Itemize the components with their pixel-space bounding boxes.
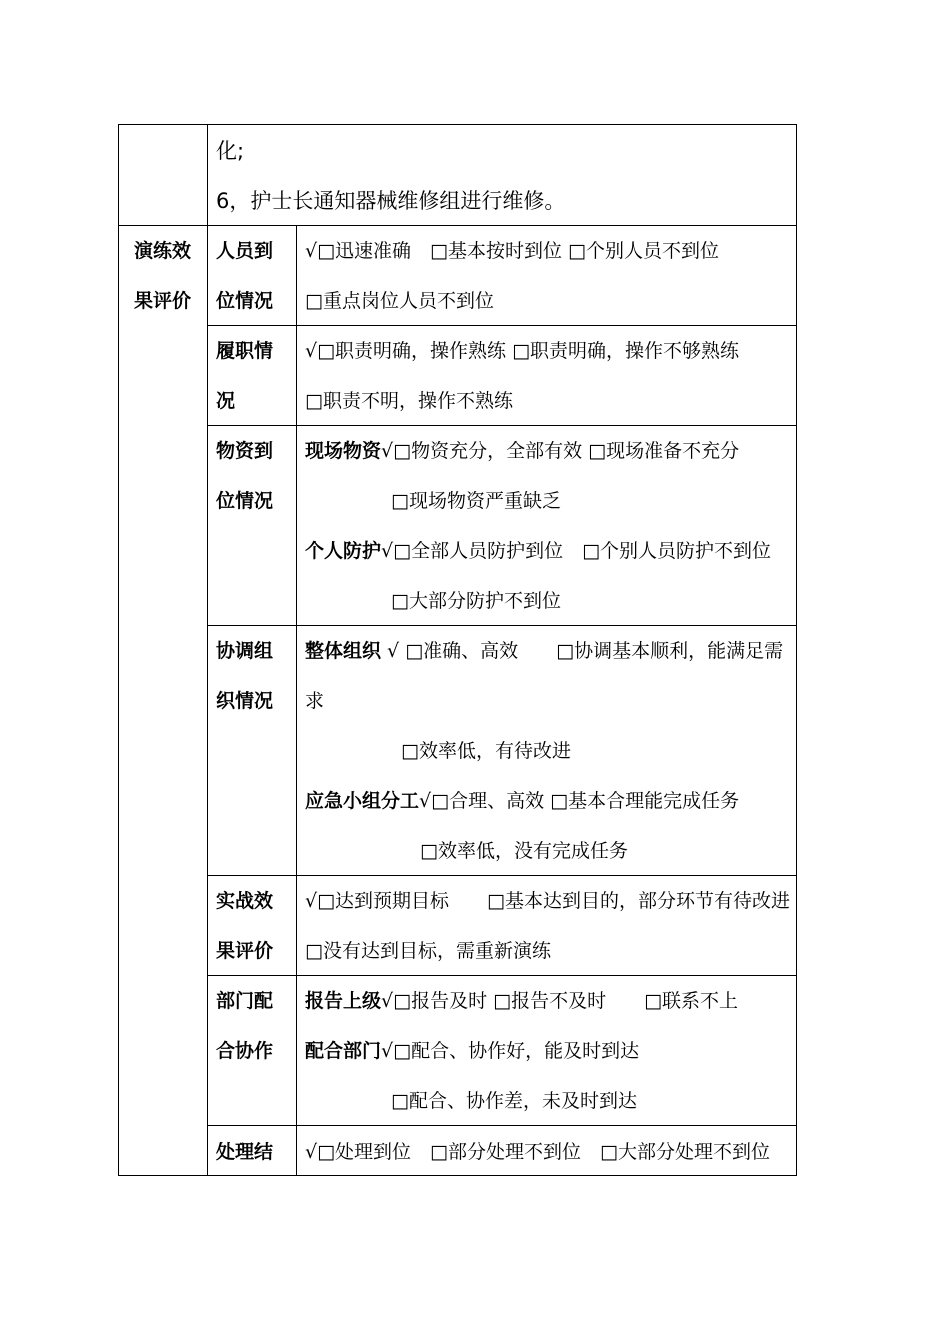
overall-organization-options: √ □准确、高效 □协调基本顺利，能满足需 [381, 640, 784, 662]
combat-options: √□达到预期目标 □基本达到目的，部分环节有待改进 [305, 890, 791, 912]
table-divider [207, 975, 796, 976]
section-label: 演练效 [134, 240, 192, 262]
row-label-handling: 处理结 [216, 1141, 274, 1163]
duty-options: □职责不明，操作不熟练 [305, 390, 513, 412]
continued-text-line: 化; [216, 139, 245, 163]
row-label-materials: 物资到 [216, 440, 274, 462]
overall-organization-options: 求 [305, 690, 325, 712]
table-divider [296, 225, 297, 1175]
report-superior-options: √□报告及时 □报告不及时 □联系不上 [381, 990, 739, 1012]
table-divider [207, 625, 796, 626]
row-label-department: 合协作 [216, 1040, 274, 1062]
personnel-options: √□迅速准确 □基本按时到位 □个别人员不到位 [305, 240, 720, 262]
overall-organization-label: 整体组织 [305, 640, 382, 662]
row-label-duty: 履职情 [216, 340, 274, 362]
duty-options: √□职责明确，操作熟练 □职责明确，操作不够熟练 [305, 340, 740, 362]
cooperating-dept-line [305, 1039, 639, 1063]
personal-protection-line [305, 539, 771, 563]
cooperating-dept-options: □配合、协作差，未及时到达 [391, 1090, 637, 1112]
row-label-personnel: 位情况 [216, 290, 274, 312]
personal-protection-options: √□全部人员防护到位 □个别人员防护不到位 [381, 540, 772, 562]
onsite-materials-options: □现场物资严重缺乏 [391, 490, 561, 512]
team-division-label: 应急小组分工 [305, 790, 420, 812]
onsite-materials-label: 现场物资 [305, 440, 382, 462]
onsite-materials-line [305, 439, 739, 463]
row-label-duty: 况 [216, 390, 236, 412]
onsite-materials-options: √□物资充分，全部有效 □现场准备不充分 [381, 440, 740, 462]
team-division-options: √□合理、高效 □基本合理能完成任务 [419, 790, 740, 812]
row-label-department: 部门配 [216, 990, 274, 1012]
row-label-materials: 位情况 [216, 490, 274, 512]
personnel-options: □重点岗位人员不到位 [305, 290, 494, 312]
continued-text-line: 6，护士长通知器械维修组进行维修。 [216, 189, 566, 213]
handling-options: √□处理到位 □部分处理不到位 □大部分处理不到位 [305, 1141, 770, 1163]
table-divider [207, 875, 796, 876]
table-divider [119, 225, 796, 226]
report-superior-label: 报告上级 [305, 990, 382, 1012]
cooperating-dept-options: √□配合、协作好，能及时到达 [381, 1040, 640, 1062]
team-division-options: □效率低，没有完成任务 [420, 840, 628, 862]
table-divider [207, 125, 208, 1175]
table-divider [207, 425, 796, 426]
personal-protection-options: □大部分防护不到位 [391, 590, 561, 612]
team-division-line [305, 789, 739, 813]
row-label-personnel: 人员到 [216, 240, 274, 262]
overall-organization-options: □效率低，有待改进 [401, 740, 571, 762]
combat-options: □没有达到目标，需重新演练 [305, 940, 551, 962]
section-label: 果评价 [134, 290, 192, 312]
table-divider [207, 1125, 796, 1126]
report-superior-line [305, 989, 738, 1013]
row-label-coordination: 协调组 [216, 640, 274, 662]
personal-protection-label: 个人防护 [305, 540, 382, 562]
overall-organization-line [305, 639, 783, 663]
row-label-combat: 实战效 [216, 890, 274, 912]
table-divider [207, 325, 796, 326]
cooperating-dept-label: 配合部门 [305, 1040, 382, 1062]
row-label-combat: 果评价 [216, 940, 274, 962]
row-label-coordination: 织情况 [216, 690, 274, 712]
